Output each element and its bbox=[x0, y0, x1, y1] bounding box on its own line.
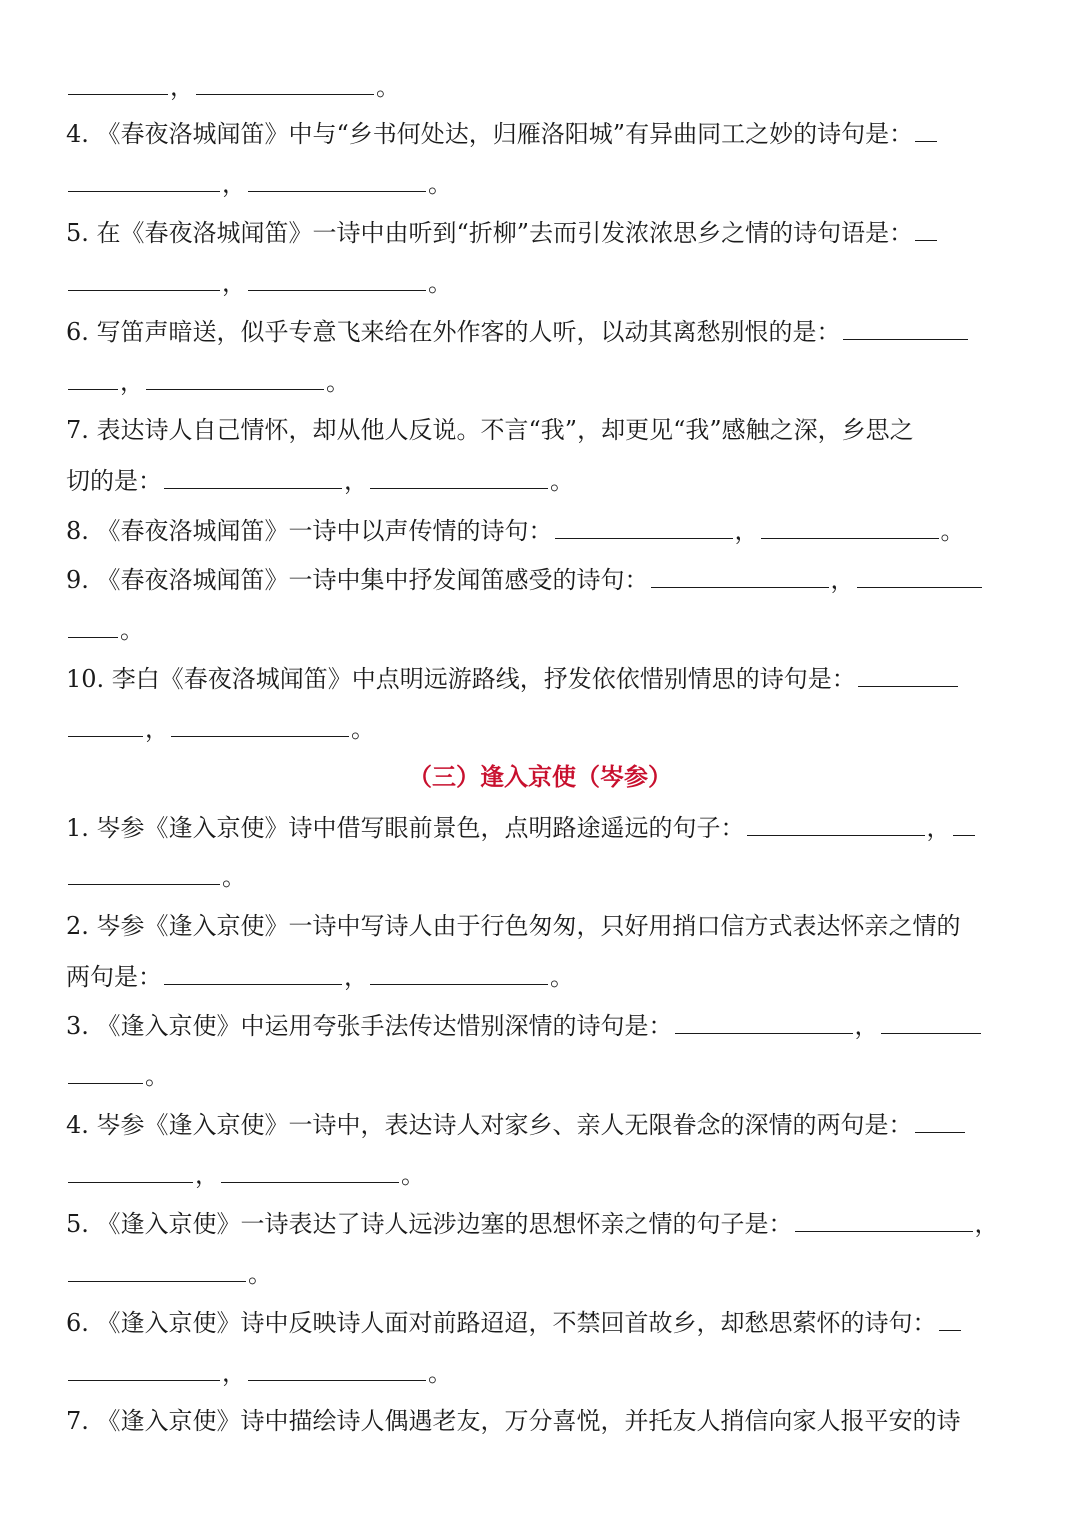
question-text: ， bbox=[344, 467, 368, 495]
worksheet-line bbox=[66, 1009, 1014, 1041]
answer-blank[interactable] bbox=[795, 1207, 973, 1232]
question-text: ， bbox=[195, 1161, 219, 1189]
answer-blank[interactable] bbox=[248, 1356, 426, 1381]
question-text: ， bbox=[926, 814, 951, 842]
answer-blank[interactable] bbox=[196, 70, 374, 95]
worksheet-line bbox=[66, 860, 1014, 892]
answer-blank[interactable] bbox=[881, 1009, 981, 1034]
answer-blank[interactable] bbox=[843, 315, 968, 340]
section-heading: （三）逢入京使（岑参） bbox=[408, 762, 672, 791]
question-text: 。 bbox=[222, 863, 246, 891]
question-text: 2. 岑参《逢入京使》一诗中写诗人由于行色匆匆，只好用捎口信方式表达怀亲之情的 bbox=[66, 912, 961, 940]
question-text: ， bbox=[145, 715, 169, 743]
answer-blank[interactable] bbox=[68, 167, 220, 192]
question-text: 。 bbox=[248, 1260, 272, 1288]
answer-blank[interactable] bbox=[164, 464, 342, 489]
question-text: 。 bbox=[940, 517, 965, 545]
question-text: 。 bbox=[428, 269, 452, 297]
answer-blank[interactable] bbox=[248, 167, 426, 192]
question-text: 5. 《逢入京使》一诗表达了诗人远涉边塞的思想怀亲之情的句子是： bbox=[66, 1210, 793, 1238]
question-text: 4. 《春夜洛城闻笛》中与“乡书何处达，归雁洛阳城”有异曲同工之妙的诗句是： bbox=[66, 120, 914, 148]
answer-blank[interactable] bbox=[555, 514, 733, 539]
answer-blank[interactable] bbox=[68, 365, 118, 390]
question-text: 。 bbox=[550, 467, 574, 495]
worksheet-line bbox=[66, 464, 1014, 496]
answer-blank[interactable] bbox=[68, 712, 143, 737]
worksheet-line bbox=[66, 117, 1014, 149]
answer-blank[interactable] bbox=[68, 266, 220, 291]
worksheet-line bbox=[66, 167, 1014, 199]
answer-blank[interactable] bbox=[146, 365, 324, 390]
question-text: 。 bbox=[401, 1161, 425, 1189]
answer-blank[interactable] bbox=[761, 514, 939, 539]
answer-blank[interactable] bbox=[171, 712, 349, 737]
question-text: 。 bbox=[145, 1062, 169, 1090]
question-text: 。 bbox=[326, 368, 350, 396]
answer-blank[interactable] bbox=[747, 811, 925, 836]
question-text: 6. 写笛声暗送，似乎专意飞来给在外作客的人听，以动其离愁别恨的是： bbox=[66, 318, 841, 346]
question-text: 。 bbox=[428, 170, 452, 198]
worksheet-line bbox=[66, 960, 1014, 992]
answer-blank[interactable] bbox=[221, 1158, 399, 1183]
worksheet-line bbox=[66, 613, 1014, 645]
answer-blank[interactable] bbox=[915, 1108, 965, 1133]
answer-blank[interactable] bbox=[68, 1356, 220, 1381]
question-text: ， bbox=[170, 73, 194, 101]
answer-blank[interactable] bbox=[164, 960, 342, 985]
answer-blank[interactable] bbox=[915, 216, 937, 241]
answer-blank[interactable] bbox=[675, 1009, 853, 1034]
answer-blank[interactable] bbox=[68, 1059, 143, 1084]
question-text: 1. 岑参《逢入京使》诗中借写眼前景色，点明路途遥远的句子： bbox=[66, 814, 745, 842]
question-text: ， bbox=[854, 1012, 879, 1040]
worksheet-line bbox=[66, 563, 1014, 595]
worksheet-line bbox=[66, 414, 1014, 446]
answer-blank[interactable] bbox=[68, 1257, 246, 1282]
question-text: 9. 《春夜洛城闻笛》一诗中集中抒发闻笛感受的诗句： bbox=[66, 566, 649, 594]
question-text: 10. 李白《春夜洛城闻笛》中点明远游路线，抒发依依惜别情思的诗句是： bbox=[66, 665, 856, 693]
worksheet-line bbox=[66, 1306, 1014, 1338]
worksheet-line bbox=[66, 1158, 1014, 1190]
worksheet-line bbox=[66, 266, 1014, 298]
question-text: 。 bbox=[351, 715, 375, 743]
question-text: 7. 表达诗人自己情怀，却从他人反说。不言“我”，却更见“我”感触之深，乡思之 bbox=[66, 416, 914, 444]
answer-blank[interactable] bbox=[858, 662, 958, 687]
answer-blank[interactable] bbox=[370, 464, 548, 489]
answer-blank[interactable] bbox=[915, 117, 937, 142]
question-text: 6. 《逢入京使》诗中反映诗人面对前路迢迢，不禁回首故乡，却愁思萦怀的诗句： bbox=[66, 1309, 937, 1337]
worksheet-line bbox=[66, 216, 1014, 248]
worksheet-line bbox=[66, 662, 1014, 694]
answer-blank[interactable] bbox=[651, 563, 829, 588]
question-text: 。 bbox=[120, 616, 144, 644]
worksheet-line bbox=[66, 910, 1014, 942]
answer-blank[interactable] bbox=[370, 960, 548, 985]
question-text: 切的是： bbox=[66, 467, 162, 495]
answer-blank[interactable] bbox=[953, 811, 975, 836]
worksheet-line bbox=[66, 70, 1014, 102]
question-text: ， bbox=[974, 1210, 999, 1238]
worksheet-line bbox=[66, 315, 1014, 347]
question-text: ， bbox=[222, 1359, 246, 1387]
question-text: 。 bbox=[550, 963, 574, 991]
answer-blank[interactable] bbox=[68, 613, 118, 638]
question-text: 7. 《逢入京使》诗中描绘诗人偶遇老友，万分喜悦，并托友人捎信向家人报平安的诗 bbox=[66, 1407, 961, 1435]
question-text: 两句是： bbox=[66, 963, 162, 991]
question-text: ， bbox=[222, 269, 246, 297]
question-text: ， bbox=[344, 963, 368, 991]
worksheet-line bbox=[66, 365, 1014, 397]
worksheet-line bbox=[66, 514, 1014, 546]
answer-blank[interactable] bbox=[68, 70, 168, 95]
question-text: ， bbox=[830, 566, 855, 594]
worksheet-line bbox=[66, 1059, 1014, 1091]
question-text: ， bbox=[734, 517, 759, 545]
worksheet-line bbox=[66, 1405, 1014, 1437]
question-text: 。 bbox=[428, 1359, 452, 1387]
question-text: 5. 在《春夜洛城闻笛》一诗中由听到“折柳”去而引发浓浓思乡之情的诗句语是： bbox=[66, 219, 914, 247]
question-text: 。 bbox=[376, 73, 400, 101]
worksheet-line bbox=[66, 811, 1014, 843]
worksheet-line bbox=[66, 712, 1014, 744]
worksheet-line bbox=[66, 1108, 1014, 1140]
answer-blank[interactable] bbox=[857, 563, 982, 588]
worksheet-line bbox=[66, 1257, 1014, 1289]
worksheet-line bbox=[66, 1356, 1014, 1388]
answer-blank[interactable] bbox=[939, 1306, 961, 1331]
answer-blank[interactable] bbox=[68, 860, 220, 885]
question-text: 3. 《逢入京使》中运用夸张手法传达惜别深情的诗句是： bbox=[66, 1012, 673, 1040]
answer-blank[interactable] bbox=[68, 1158, 193, 1183]
answer-blank[interactable] bbox=[248, 266, 426, 291]
worksheet-line bbox=[66, 1207, 1014, 1239]
question-text: ， bbox=[120, 368, 144, 396]
question-text: 4. 岑参《逢入京使》一诗中，表达诗人对家乡、亲人无限眷念的深情的两句是： bbox=[66, 1111, 913, 1139]
question-text: ， bbox=[222, 170, 246, 198]
question-text: 8. 《春夜洛城闻笛》一诗中以声传情的诗句： bbox=[66, 517, 553, 545]
